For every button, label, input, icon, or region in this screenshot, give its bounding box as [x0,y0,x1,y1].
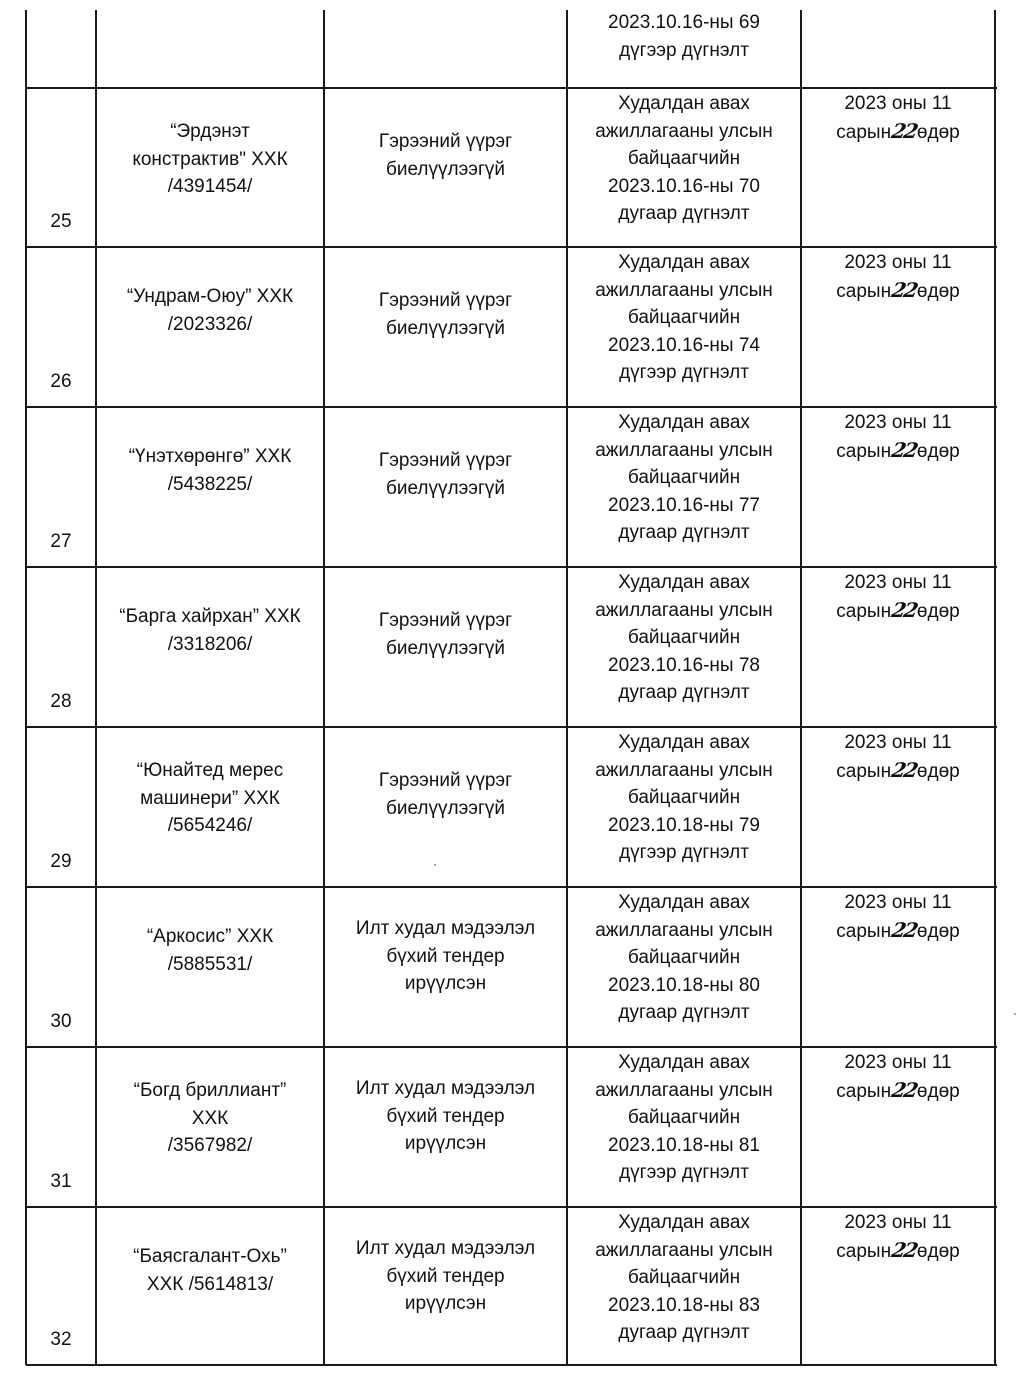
date-day-line [801,757,995,786]
table-row-divider [26,886,997,888]
table-column-divider [323,10,325,1365]
date-year-month: 2023 оны 11 [844,572,952,593]
cell-text-line: Худалдан авах [618,572,750,593]
date-suffix: өдөр [916,760,960,782]
cell-text-line: 2023.10.18-ны 81 [608,1134,760,1156]
violation-cell [324,915,567,998]
cell-text-line: ажиллагааны улсын [595,1079,773,1101]
conclusion-cell [567,249,801,387]
cell-text-line: дугаар дүгнэлт [618,1002,750,1023]
conclusion-cell [567,569,801,707]
cell-text-line: ирүүлсэн [404,1293,487,1314]
row-number: 25 [50,211,72,232]
cell-text-line: Гэрээний үүрэг [378,290,513,311]
cell-text-line: ХХК [191,1107,229,1129]
date-prefix: сарын [836,1080,892,1102]
date-prefix: сарын [836,760,892,782]
cell-text-line: 2023.10.18-ны 83 [608,1294,760,1316]
cell-text-line: Илт худал мэдээлэл [355,1238,536,1259]
date-day-line [801,1237,995,1266]
table-column-divider [994,10,996,1365]
cell-text-line: “Үнэтхөрөнгө” ХХК [128,446,292,467]
cell-text-line: Гэрээний үүрэг [378,610,513,631]
cell-text-line: 2023.10.16-ны 69 [608,12,760,33]
conclusion-cell [567,90,801,228]
entity-cell [96,603,324,658]
violation-cell [324,447,567,502]
handwritten-day: 22 [889,597,919,622]
date-cell [801,889,995,945]
date-suffix: өдөр [916,440,960,462]
entity-cell [96,283,324,338]
table-row-divider [26,87,997,89]
date-suffix: өдөр [916,1080,960,1102]
table-row-divider [26,1046,997,1048]
cell-text-line: /5885531/ [167,953,253,975]
cell-text-line: байцаагчийн [627,307,741,328]
date-cell [801,1209,995,1265]
cell-text-line: 2023.10.16-ны 70 [608,175,760,197]
conclusion-cell [567,1049,801,1187]
cell-text-line: бүхий тендер [386,1265,505,1287]
cell-text-line: байцаагчийн [627,947,741,968]
date-day-line [801,437,995,466]
cell-text-line: бүхий тендер [386,1105,505,1127]
date-day-line [801,597,995,626]
entity-cell [96,923,324,978]
cell-text-line: байцаагчийн [627,787,741,808]
cell-text-line: “Богд бриллиант” [133,1080,287,1101]
cell-text-line: ХХК /5614813/ [146,1273,274,1295]
row-number: 31 [50,1171,72,1192]
date-year-month: 2023 оны 11 [844,412,952,433]
table-row-divider [26,1364,997,1366]
date-day-line [801,118,995,147]
row-number: 29 [50,851,72,872]
date-year-month: 2023 оны 11 [844,1052,952,1073]
cell-text-line: ирүүлсэн [404,973,487,994]
cell-text-line: байцаагчийн [627,1267,741,1288]
cell-text-line: ажиллагааны улсын [595,439,773,461]
date-cell [801,409,995,465]
row-number: 26 [50,371,72,392]
row-number: 32 [50,1329,72,1350]
violation-cell [324,767,567,822]
cell-text-line: ажиллагааны улсын [595,919,773,941]
scan-speck [434,864,436,866]
cell-text-line: ажиллагааны улсын [595,599,773,621]
date-cell [801,569,995,625]
conclusion-cell [567,1209,801,1347]
table-row-divider [26,406,997,408]
date-day-line [801,277,995,306]
violation-cell [324,1235,567,1318]
date-suffix: өдөр [916,1240,960,1262]
conclusion-cell [567,889,801,1027]
table-row-divider [26,246,997,248]
cell-text-line: дугаар дүгнэлт [618,522,750,543]
cell-text-line: Худалдан авах [618,93,750,114]
cell-text-line: дүгээр дүгнэлт [619,1162,749,1183]
cell-text-line: байцаагчийн [627,467,741,488]
cell-text-line: ажиллагааны улсын [595,759,773,781]
cell-text-line: Гэрээний үүрэг [378,450,513,471]
cell-text-line: дугаар дүгнэлт [618,1322,750,1343]
cell-text-line: дүгээр дүгнэлт [619,39,749,61]
handwritten-day: 22 [889,1237,919,1262]
cell-text-line: /3318206/ [167,633,253,655]
cell-text-line: 2023.10.18-ны 79 [608,814,760,836]
violation-cell [324,287,567,342]
cell-text-line: ажиллагааны улсын [595,120,773,142]
entity-cell [96,1243,324,1298]
cell-text-line: ажиллагааны улсын [595,279,773,301]
date-suffix: өдөр [916,920,960,942]
date-cell [801,249,995,305]
date-prefix: сарын [836,600,892,622]
cell-text-line: 2023.10.16-ны 77 [608,494,760,516]
cell-text-line: Худалдан авах [618,1212,750,1233]
handwritten-day: 22 [889,757,919,782]
cell-text-line: Гэрээний үүрэг [378,131,513,152]
cell-text-line: биелүүлээгүй [385,637,506,659]
date-year-month: 2023 оны 11 [844,892,952,913]
date-prefix: сарын [836,121,892,143]
conclusion-cell [567,9,801,64]
date-year-month: 2023 оны 11 [844,732,952,753]
table-row-divider [26,566,997,568]
cell-text-line: дүгээр дүгнэлт [619,842,749,863]
date-year-month: 2023 оны 11 [844,252,952,273]
date-prefix: сарын [836,1240,892,1262]
cell-text-line: /3567982/ [167,1135,253,1156]
cell-text-line: байцаагчийн [627,627,741,648]
entity-cell [96,443,324,498]
handwritten-day: 22 [889,437,919,462]
cell-text-line: 2023.10.16-ны 78 [608,654,760,676]
date-suffix: өдөр [916,280,960,302]
cell-text-line: бүхий тендер [386,945,505,967]
cell-text-line: Илт худал мэдээлэл [355,918,536,939]
cell-text-line: /5654246/ [167,815,253,836]
cell-text-line: машинери” ХХК [140,787,280,809]
cell-text-line: “Баясгалант-Охь” [133,1246,287,1267]
cell-text-line: “Барга хайрхан” ХХК [119,606,301,627]
cell-text-line: биелүүлээгүй [385,158,506,180]
cell-text-line: Илт худал мэдээлэл [355,1078,536,1099]
entity-cell [96,757,324,840]
date-year-month: 2023 оны 11 [844,93,952,114]
row-number: 30 [50,1011,72,1032]
cell-text-line: 2023.10.16-ны 74 [608,334,760,356]
date-cell [801,1049,995,1105]
date-prefix: сарын [836,440,892,462]
cell-text-line: байцаагчийн [627,1107,741,1128]
date-day-line [801,917,995,946]
cell-text-line: Худалдан авах [618,732,750,753]
cell-text-line: констрактив" ХХК [132,148,288,170]
cell-text-line: “Юнайтед мерес [136,760,284,781]
scan-speck [1014,1013,1016,1015]
handwritten-day: 22 [889,118,919,143]
date-year-month: 2023 оны 11 [844,1212,952,1233]
cell-text-line: байцаагчийн [627,148,741,169]
cell-text-line: “Эрдэнэт [170,121,250,142]
cell-text-line: “Аркосис” ХХК [146,926,274,947]
row-number: 27 [50,531,72,552]
cell-text-line: “Ундрам-Оюу” ХХК [126,286,294,307]
cell-text-line: дүгээр дүгнэлт [619,362,749,383]
cell-text-line: ажиллагааны улсын [595,1239,773,1261]
cell-text-line: /5438225/ [167,473,253,495]
violation-cell [324,1075,567,1158]
violation-cell [324,128,567,183]
entity-cell [96,118,324,201]
cell-text-line: дугаар дүгнэлт [618,203,750,224]
cell-text-line: /2023326/ [167,313,253,335]
violation-cell [324,607,567,662]
cell-text-line: Худалдан авах [618,252,750,273]
date-cell [801,729,995,785]
row-number: 28 [50,691,72,712]
date-suffix: өдөр [916,600,960,622]
cell-text-line: биелүүлээгүй [385,477,506,499]
cell-text-line: дугаар дүгнэлт [618,682,750,703]
date-suffix: өдөр [916,121,960,143]
cell-text-line: ирүүлсэн [404,1133,487,1154]
cell-text-line: 2023.10.18-ны 80 [608,974,760,996]
table-row-divider [26,1206,997,1208]
cell-text-line: биелүүлээгүй [385,797,506,819]
cell-text-line: /4391454/ [167,176,253,197]
conclusion-cell [567,729,801,867]
cell-text-line: Худалдан авах [618,1052,750,1073]
conclusion-cell [567,409,801,547]
cell-text-line: Гэрээний үүрэг [378,770,513,791]
date-prefix: сарын [836,920,892,942]
entity-cell [96,1077,324,1160]
cell-text-line: Худалдан авах [618,892,750,913]
handwritten-day: 22 [889,1077,919,1102]
handwritten-day: 22 [889,277,919,302]
date-cell [801,90,995,146]
date-prefix: сарын [836,280,892,302]
handwritten-day: 22 [889,917,919,942]
cell-text-line: биелүүлээгүй [385,317,506,339]
date-day-line [801,1077,995,1106]
cell-text-line: Худалдан авах [618,412,750,433]
table-row-divider [26,726,997,728]
